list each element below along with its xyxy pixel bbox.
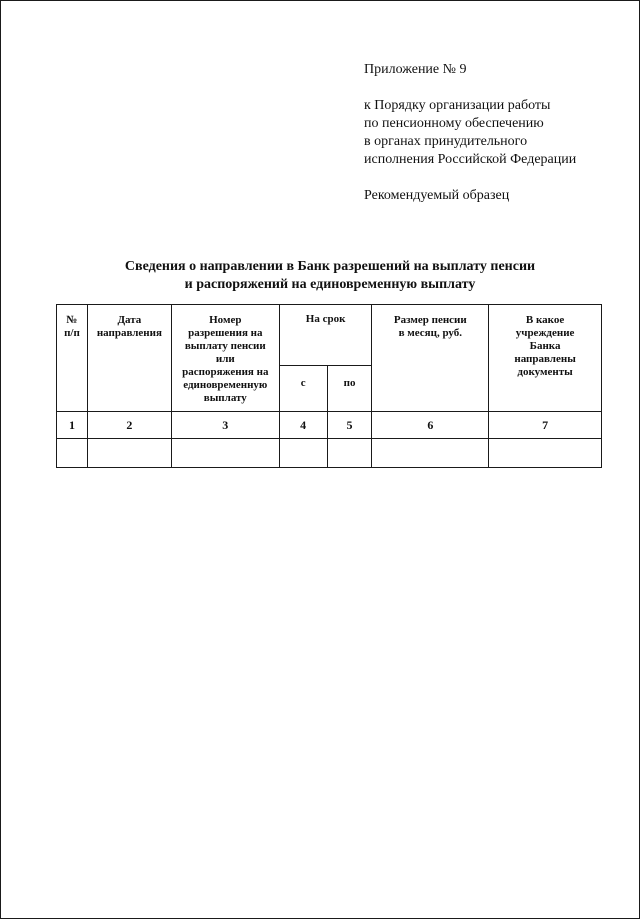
column-number: 1 <box>57 412 88 439</box>
appendix-block <box>364 61 576 205</box>
header-text: направления <box>96 327 162 339</box>
header-text: или <box>215 353 235 365</box>
header-text: Размер пенсии <box>393 314 467 326</box>
header-period: На срок <box>279 305 372 366</box>
sample-note: Рекомендуемый образец <box>364 188 510 203</box>
appendix-line: к Порядку организации работы <box>364 98 551 113</box>
header-text: п/п <box>64 327 80 339</box>
header-text: выплату <box>203 392 247 404</box>
table-cell <box>171 439 279 468</box>
header-text: разрешения на <box>188 327 263 339</box>
header-text: в месяц, руб. <box>398 327 463 339</box>
header-row <box>57 305 602 366</box>
header-text: Дата <box>117 314 142 326</box>
appendix-number: Приложение № 9 <box>364 62 467 77</box>
header-text: Банка <box>529 340 561 352</box>
column-number: 4 <box>279 412 327 439</box>
appendix-line: по пенсионному обеспечению <box>364 116 544 131</box>
header-date <box>87 305 171 412</box>
table-cell <box>57 439 88 468</box>
table-cell <box>489 439 602 468</box>
header-bank-branch <box>489 305 602 412</box>
title-line-1: Сведения о направлении в Банк разрешений на выплату пенсии <box>124 259 536 274</box>
header-text: В какое <box>525 314 565 326</box>
table-row <box>57 439 602 468</box>
report-table <box>56 304 602 468</box>
appendix-line: исполнения Российской Федерации <box>364 152 577 167</box>
table-cell <box>327 439 372 468</box>
header-permit-number <box>171 305 279 412</box>
header-text: документы <box>517 366 573 378</box>
column-number-row <box>57 412 602 439</box>
header-text: учреждение <box>515 327 575 339</box>
spacer <box>364 79 576 97</box>
header-period-to: по <box>327 366 372 412</box>
column-number: 7 <box>489 412 602 439</box>
header-text: единовременную <box>183 379 268 391</box>
appendix-line: в органах принудительного <box>364 134 528 149</box>
header-row-number <box>57 305 88 412</box>
column-number: 6 <box>372 412 489 439</box>
title-line-2: и распоряжений на единовременную выплату <box>184 277 476 292</box>
column-number: 5 <box>327 412 372 439</box>
table-cell <box>279 439 327 468</box>
header-text: направлены <box>514 353 576 365</box>
document-title <box>56 258 604 294</box>
header-text: распоряжения на <box>182 366 269 378</box>
table-cell <box>87 439 171 468</box>
column-number: 3 <box>171 412 279 439</box>
header-pension-amount <box>372 305 489 412</box>
spacer <box>364 169 576 187</box>
table-cell <box>372 439 489 468</box>
header-text: Номер <box>209 314 242 326</box>
header-text: выплату пенсии <box>184 340 266 352</box>
header-text: № <box>66 314 78 326</box>
column-number: 2 <box>87 412 171 439</box>
header-period-from: с <box>279 366 327 412</box>
